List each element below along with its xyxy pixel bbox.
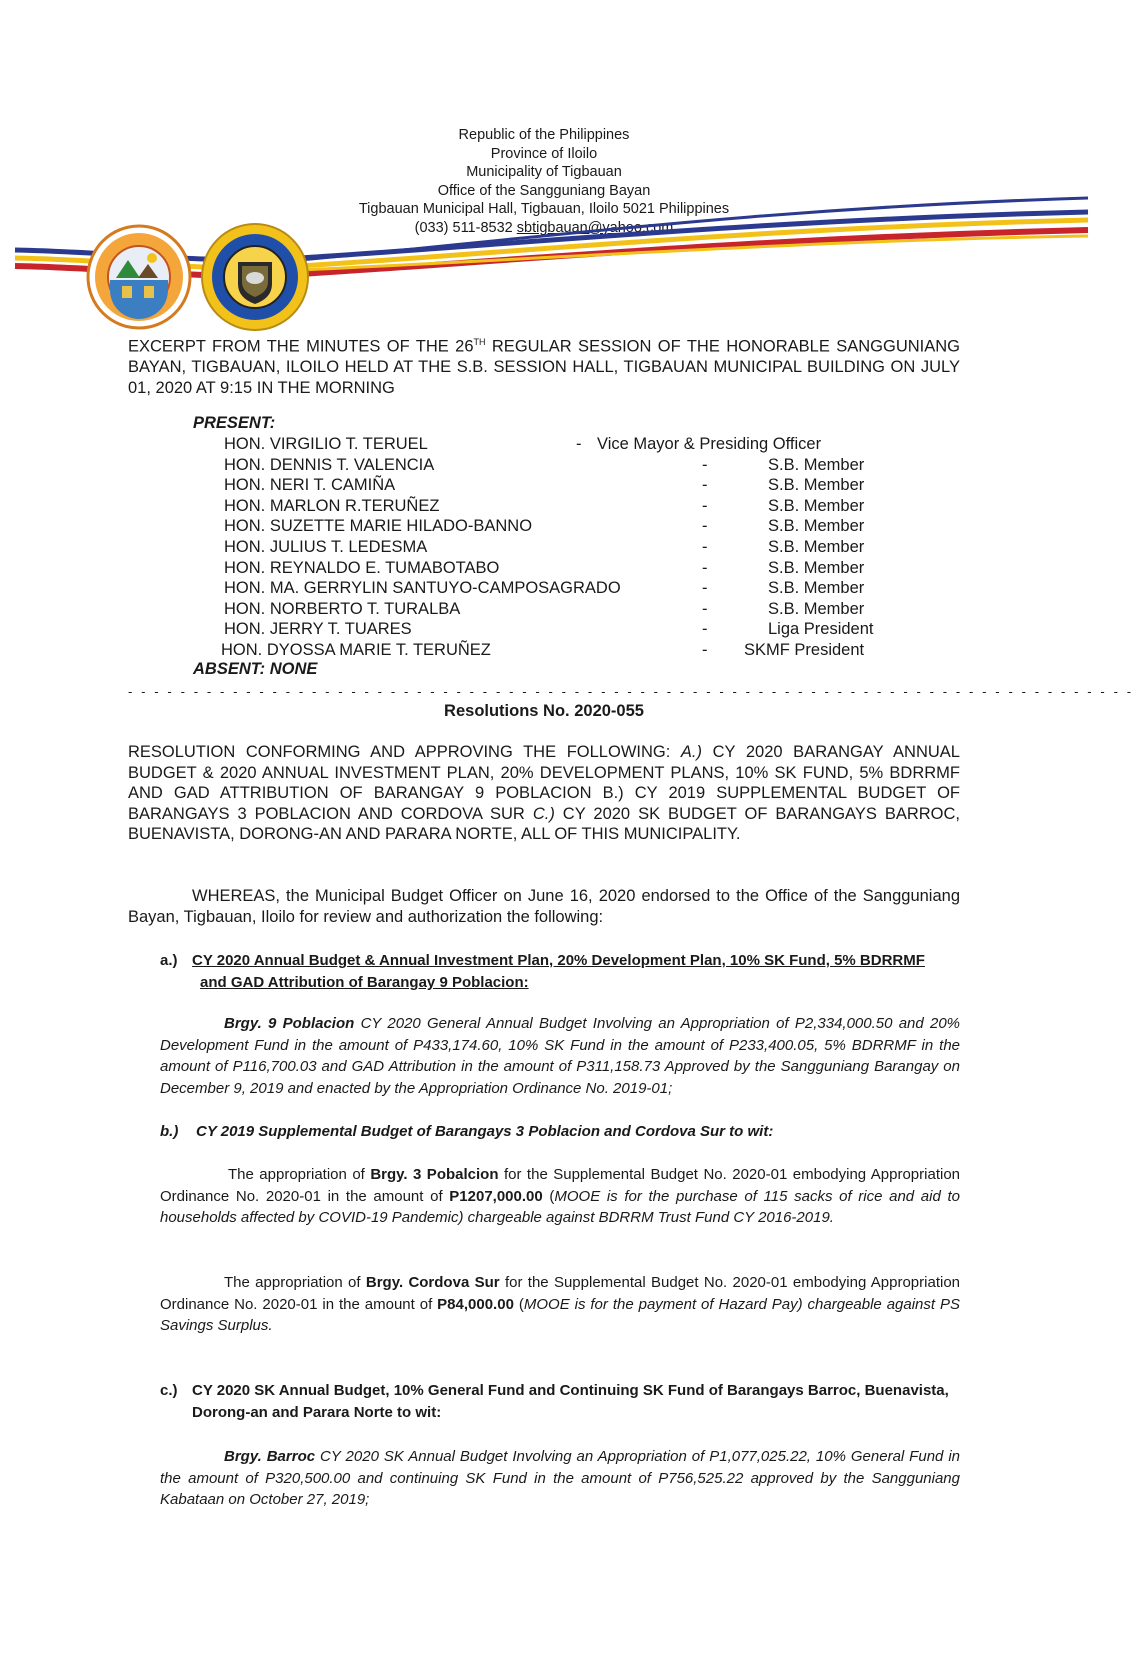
member-separator: -	[702, 620, 708, 639]
member-name: HON. DENNIS T. VALENCIA	[224, 455, 435, 474]
section-a-title: CY 2020 Annual Budget & Annual Investment Plan, 20% Development Plan, 10% SK Fund, 5% BDRRMF	[192, 952, 925, 969]
member-separator: -	[702, 496, 708, 515]
member-row	[0, 538, 1088, 558]
member-row	[0, 620, 1088, 640]
member-position: S.B. Member	[768, 579, 865, 598]
header-republic: Republic of the Philippines	[458, 127, 630, 143]
member-position: SKMF President	[744, 641, 865, 659]
section-a-label: a.)	[160, 952, 178, 969]
section-b-label: b.)	[160, 1123, 179, 1140]
member-position: S.B. Member	[768, 558, 865, 577]
header-office: Office of the Sangguniang Bayan	[437, 182, 651, 199]
member-separator: -	[576, 435, 582, 453]
member-separator: -	[702, 538, 708, 556]
excerpt-heading: EXCERPT FROM THE MINUTES OF THE 26TH REGULAR SESSION OF THE HONORABLE SANGGUNIANG BAYAN, TIGBAUAN, ILOILO HELD AT THE S.B. SESSION HALL, TIGBAUAN MUNICIPAL BUILDING ON JULY 01, 2020 AT 9:15 IN THE MORNING	[128, 337, 960, 397]
member-name: HON. REYNALDO E. TUMABOTABO	[224, 558, 500, 577]
member-separator: -	[702, 558, 708, 577]
member-separator: -	[702, 579, 708, 598]
member-name: HON. MARLON R.TERUÑEZ	[224, 496, 440, 515]
section-b-paragraph-1: The appropriation of Brgy. 3 Pobalcion for the Supplemental Budget No. 2020-01 embodying Appropriation Ordinance No. 2020-01 in the amount of P1207,000.00 (MOOE is for the purchase of 115 sacks of rice and aid to households affected by COVID-19 Pandemic) chargeable against BDRRM Trust Fund CY 2016-2019.	[160, 1166, 961, 1226]
resolution-number: Resolutions No. 2020-055	[444, 702, 644, 720]
member-position: Vice Mayor & Presiding Officer	[597, 435, 822, 453]
member-separator: -	[702, 641, 708, 659]
section-c-title-2: Dorong-an and Parara Norte to wit:	[192, 1404, 442, 1421]
header-email[interactable]: sbtigbauan@yahoo.com	[516, 219, 674, 236]
member-separator: -	[702, 599, 708, 618]
member-position: S.B. Member	[768, 455, 865, 474]
member-row	[0, 579, 1088, 599]
sangguniang-bayan-seal-icon	[200, 222, 310, 332]
member-name: HON. JULIUS T. LEDESMA	[224, 538, 428, 556]
member-row	[0, 497, 1088, 517]
section-c-title: CY 2020 SK Annual Budget, 10% General Fund and Continuing SK Fund of Barangays Barroc, Buenavista,	[192, 1382, 949, 1399]
member-name: HON. DYOSSA MARIE T. TERUÑEZ	[221, 641, 491, 659]
member-position: S.B. Member	[768, 517, 865, 536]
header-province: Province of Iloilo	[490, 145, 598, 162]
member-row	[0, 476, 1088, 496]
member-name: HON. JERRY T. TUARES	[224, 620, 412, 639]
member-name: HON. SUZETTE MARIE HILADO-BANNO	[224, 517, 533, 536]
resolution-title: RESOLUTION CONFORMING AND APPROVING THE FOLLOWING: A.) CY 2020 BARANGAY ANNUAL BUDGET & 2020 ANNUAL INVESTMENT PLAN, 20% DEVELOPMENT PLANS, 10% SK FUND, 5% BDRRMF AND GAD ATTRIBUTION OF BARANGAY 9 POBLACION B.) CY 2019 SUPPLEMENTAL BUDGET OF BARANGAYS 3 POBLACION AND CORDOVA SUR C.) CY 2020 SK BUDGET OF BARANGAYS BARROC, BUENAVISTA, DORONG-AN AND PARARA NORTE, ALL OF THIS MUNICIPALITY.	[128, 743, 960, 843]
member-separator: -	[702, 476, 708, 495]
member-row	[0, 559, 1088, 579]
section-b-paragraph-2: The appropriation of Brgy. Cordova Sur for the Supplemental Budget No. 2020-01 embodying Appropriation Ordinance No. 2020-01 in the amount of P84,000.00 (MOOE is for the payment of Hazard Pay) chargeable against PS Savings Surplus.	[160, 1274, 961, 1334]
member-separator: -	[702, 455, 708, 474]
member-separator: -	[702, 517, 708, 536]
member-position: S.B. Member	[768, 476, 865, 495]
section-a-title-2: and GAD Attribution of Barangay 9 Poblacion:	[200, 974, 529, 991]
member-row	[0, 641, 1088, 661]
member-position: S.B. Member	[768, 496, 865, 515]
whereas-paragraph: WHEREAS, the Municipal Budget Officer on June 16, 2020 endorsed to the Office of the Sangguniang Bayan, Tigbauan, Iloilo for review and authorization the following:	[128, 887, 960, 926]
absent-label: ABSENT: NONE	[193, 660, 318, 678]
section-c-label: c.)	[160, 1382, 178, 1399]
header-phone: (033) 511-8532	[414, 219, 513, 236]
section-b-title: CY 2019 Supplemental Budget of Barangays 3 Poblacion and Cordova Sur to wit:	[196, 1123, 774, 1140]
header-address: Tigbauan Municipal Hall, Tigbauan, Iloilo 5021 Philippines	[358, 201, 730, 217]
member-position: S.B. Member	[768, 599, 865, 618]
section-a-body: Brgy. 9 Poblacion CY 2020 General Annual Budget Involving an Appropriation of P2,334,000.50 and 20% Development Fund in the amount of P433,174.60, 10% SK Fund in the amount of P233,400.05, 5% BDRRMF in the amount of P116,700.03 and GAD Attribution in the amount of P311,158.73 Approved by the Sangguniang Barangay on December 9, 2019 and enacted by the Appropriation Ordinance No. 2019-01;	[160, 1015, 961, 1097]
member-row	[0, 600, 1088, 620]
header-municipality: Municipality of Tigbauan	[466, 164, 622, 180]
member-row	[0, 456, 1088, 476]
member-row	[0, 517, 1088, 537]
member-name: HON. NORBERTO T. TURALBA	[224, 599, 461, 618]
divider-line: - - - - - - - - - - - - - - - - - - - - - - - - - - - - - - - - - - - - - - - - - - - - - - - - - - - - - - - - - - - - - - - - - - - - - - - - - - - - -	[128, 684, 1134, 699]
section-c-body: Brgy. Barroc CY 2020 SK Annual Budget Involving an Appropriation of P1,077,025.22, 10% General Fund in the amount of P320,500.00 and continuing SK Fund in the amount of P756,525.22 approved by the Sangguniang Kabataan on October 27, 2019;	[160, 1448, 960, 1508]
municipal-seal-icon	[86, 224, 192, 330]
member-row	[0, 435, 1088, 455]
member-name: HON. NERI T. CAMIÑA	[224, 476, 396, 495]
present-label: PRESENT:	[193, 414, 276, 432]
member-name: HON. MA. GERRYLIN SANTUYO-CAMPOSAGRADO	[224, 579, 621, 598]
member-position: Liga President	[768, 620, 874, 639]
member-position: S.B. Member	[768, 538, 865, 556]
member-name: HON. VIRGILIO T. TERUEL	[224, 435, 428, 453]
